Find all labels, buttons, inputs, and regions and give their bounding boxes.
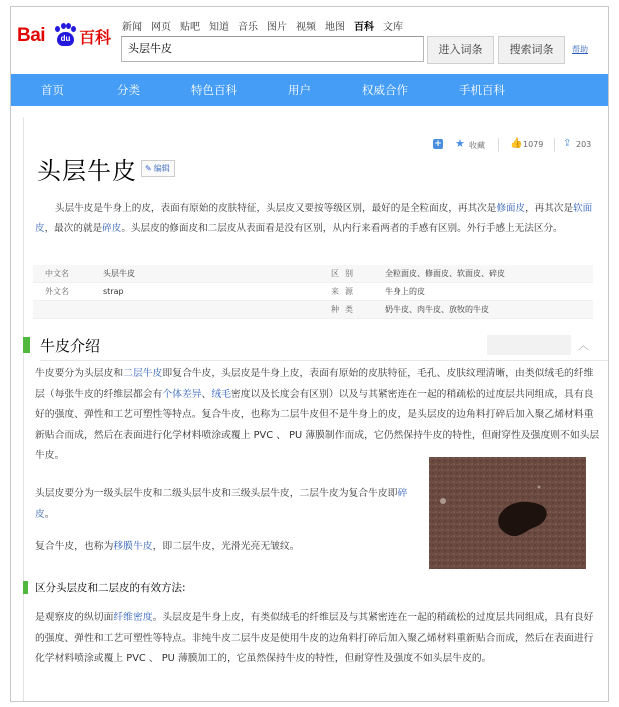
enter-entry-button[interactable]: 进入词条 [427,36,494,64]
paragraph [35,364,601,467]
link-xiumianpi[interactable]: 修面皮 [496,203,526,214]
info-row [33,283,593,301]
info-row [33,301,593,319]
text: 密度以及长度会有区别）以及与其紧密连在一起的稍疏松的过度层共同组成，具有良好的强度、弹性和工艺可塑性等特点。复合牛皮，也称为二层牛皮但不是牛身上的皮，是头层皮的边角料打碎后加入聚乙烯材料重新贴合而成，然后在表面进行化学材料喷涂或覆上 PVC 、 PU 薄膜制作而成，它仍然保持牛皮的特性，但耐穿性及强度则不如头层牛皮。 [35,388,600,461]
logo-du: du [60,34,71,43]
info-value: 奶牛皮、肉牛皮、放牧的牛皮 [385,305,489,314]
text: 即复合牛皮，头层皮是牛身上皮，表面有原始的皮肤特征，毛孔、皮肤纹理清晰，由类似绒毛的纤维层（每张牛皮的纤维层都会有 [35,368,594,400]
nav-item-partners[interactable]: 权威合作 [362,83,408,97]
link-suipi[interactable]: 碎皮 [102,223,122,234]
section-marker [23,581,28,594]
add-icon[interactable]: + [434,139,442,149]
product-link[interactable]: 知道 [209,22,229,33]
text: ，最次的就是 [44,223,103,234]
divider [498,138,499,152]
thumbs-up-icon[interactable]: 👍 [510,138,523,149]
product-link[interactable]: 音乐 [238,22,258,33]
nav-item-user[interactable]: 用户 [288,83,311,97]
text: 头层皮要分为一级头层牛皮和二级头层牛皮和三级头层牛皮，二层牛皮为复合牛皮即 [35,488,398,499]
product-link-active[interactable]: 百科 [354,22,374,33]
nav-item-home[interactable]: 首页 [41,83,64,97]
text: 复合牛皮，也称为 [35,541,114,552]
share-count[interactable]: 203 [576,140,592,149]
product-link[interactable]: 网页 [151,22,171,33]
search-input-value: 头层牛皮 [128,42,172,55]
info-value: 头层牛皮 [103,269,135,278]
like-count[interactable]: 1079 [523,140,544,149]
text: 。 [44,508,55,520]
info-row [33,265,593,283]
paw-icon [54,23,76,47]
info-box [33,265,593,319]
product-link[interactable]: 文库 [383,22,403,33]
link-erceng-niupi[interactable]: 二层牛皮 [123,368,163,379]
info-value: 牛身上的皮 [385,287,425,296]
nav-item-featured[interactable]: 特色百科 [191,83,237,97]
summary-paragraph [35,199,601,239]
info-key: 来源 [331,287,359,296]
nav-item-mobile[interactable]: 手机百科 [459,83,505,97]
link-suipi[interactable]: 碎皮 [35,488,408,520]
chevron-up-icon[interactable]: ︿ [578,339,589,352]
search-input[interactable] [121,36,424,62]
text: 头层牛皮是牛身上的皮，表面有原始的皮肤特征，头层皮又要按等级区别，最好的是全粒面皮，再其次是 [55,203,497,214]
info-key: 外文名 [45,287,69,296]
link-yimo-niupi[interactable]: 移膜牛皮 [113,541,153,552]
edit-button[interactable] [141,160,175,177]
product-link[interactable]: 视频 [296,22,316,33]
text: ，即二层牛皮，光滑光亮无皱纹。 [152,541,300,552]
page-frame [10,6,609,702]
section-marker [23,337,30,353]
search-entry-button[interactable]: 搜索词条 [498,36,565,64]
star-icon[interactable]: ★ [455,137,465,150]
page-title: 头层牛皮 [37,157,137,185]
product-link[interactable]: 地图 [325,22,345,33]
paragraph [35,608,601,670]
text: 、 [201,388,212,400]
nav-item-category[interactable]: 分类 [117,83,140,97]
paragraph [35,484,415,525]
section-divider [40,360,608,361]
section-heading: 牛皮介绍 [40,337,101,355]
edit-label: 编辑 [153,164,170,173]
link-ruanmianpi[interactable]: 软面皮 [35,203,593,234]
logo-baike: 百科 [79,28,112,47]
info-key: 中文名 [45,269,69,278]
baidu-baike-logo[interactable] [17,23,111,53]
info-key: 区别 [331,269,359,278]
section-heading-decoration [487,335,571,355]
leather-photo[interactable] [429,457,586,569]
help-link[interactable]: 帮助 [572,45,588,54]
share-icon[interactable]: ⇪ [563,138,572,149]
collect-label[interactable]: 收藏 [469,141,485,150]
product-nav [122,18,412,33]
text: 。头层皮是牛身上皮，有类似绒毛的纤维层及与其紧密连在一起的稍疏松的过度层共同组成，具有良好的强度、弹性和工艺可塑性等特点。非纯牛皮二层牛皮是使用牛皮的边角料打碎后加入聚乙烯材料重新贴合而成，然后在表面进行化学材料喷涂或覆上 PVC 、 PU 薄膜加工的，它虽然保持牛皮的特性，但耐穿性及强度不如头层牛皮的。 [35,612,594,664]
paragraph [35,537,415,558]
subsection-heading: 区分头层皮和二层皮的有效方法: [35,582,186,594]
product-link[interactable]: 图片 [267,22,287,33]
link-geti-chayi[interactable]: 个体差异 [162,388,202,400]
text: 牛皮要分为头层皮和 [35,368,124,379]
divider [554,138,555,152]
link-rongmao[interactable]: 绒毛 [211,388,231,400]
info-key: 种类 [331,305,359,314]
link-xianwei-midu[interactable]: 纤维密度 [113,612,153,623]
pencil-icon: ✎ [145,164,152,173]
info-value: 全粒面皮、修面皮、软面皮、碎皮 [385,269,505,278]
info-value: strap [103,287,124,296]
logo-bai: Bai [17,25,46,46]
text: 。头层皮的修面皮和二层皮从表面看是没有区别，从内行来看两者的手感有区别。外行手感上无法区分。 [121,223,563,234]
text: 是观察皮的纵切面 [35,612,114,623]
text: ，再其次是 [525,203,574,214]
product-link[interactable]: 新闻 [122,22,142,33]
main-nav [11,74,608,106]
product-link[interactable]: 贴吧 [180,22,200,33]
